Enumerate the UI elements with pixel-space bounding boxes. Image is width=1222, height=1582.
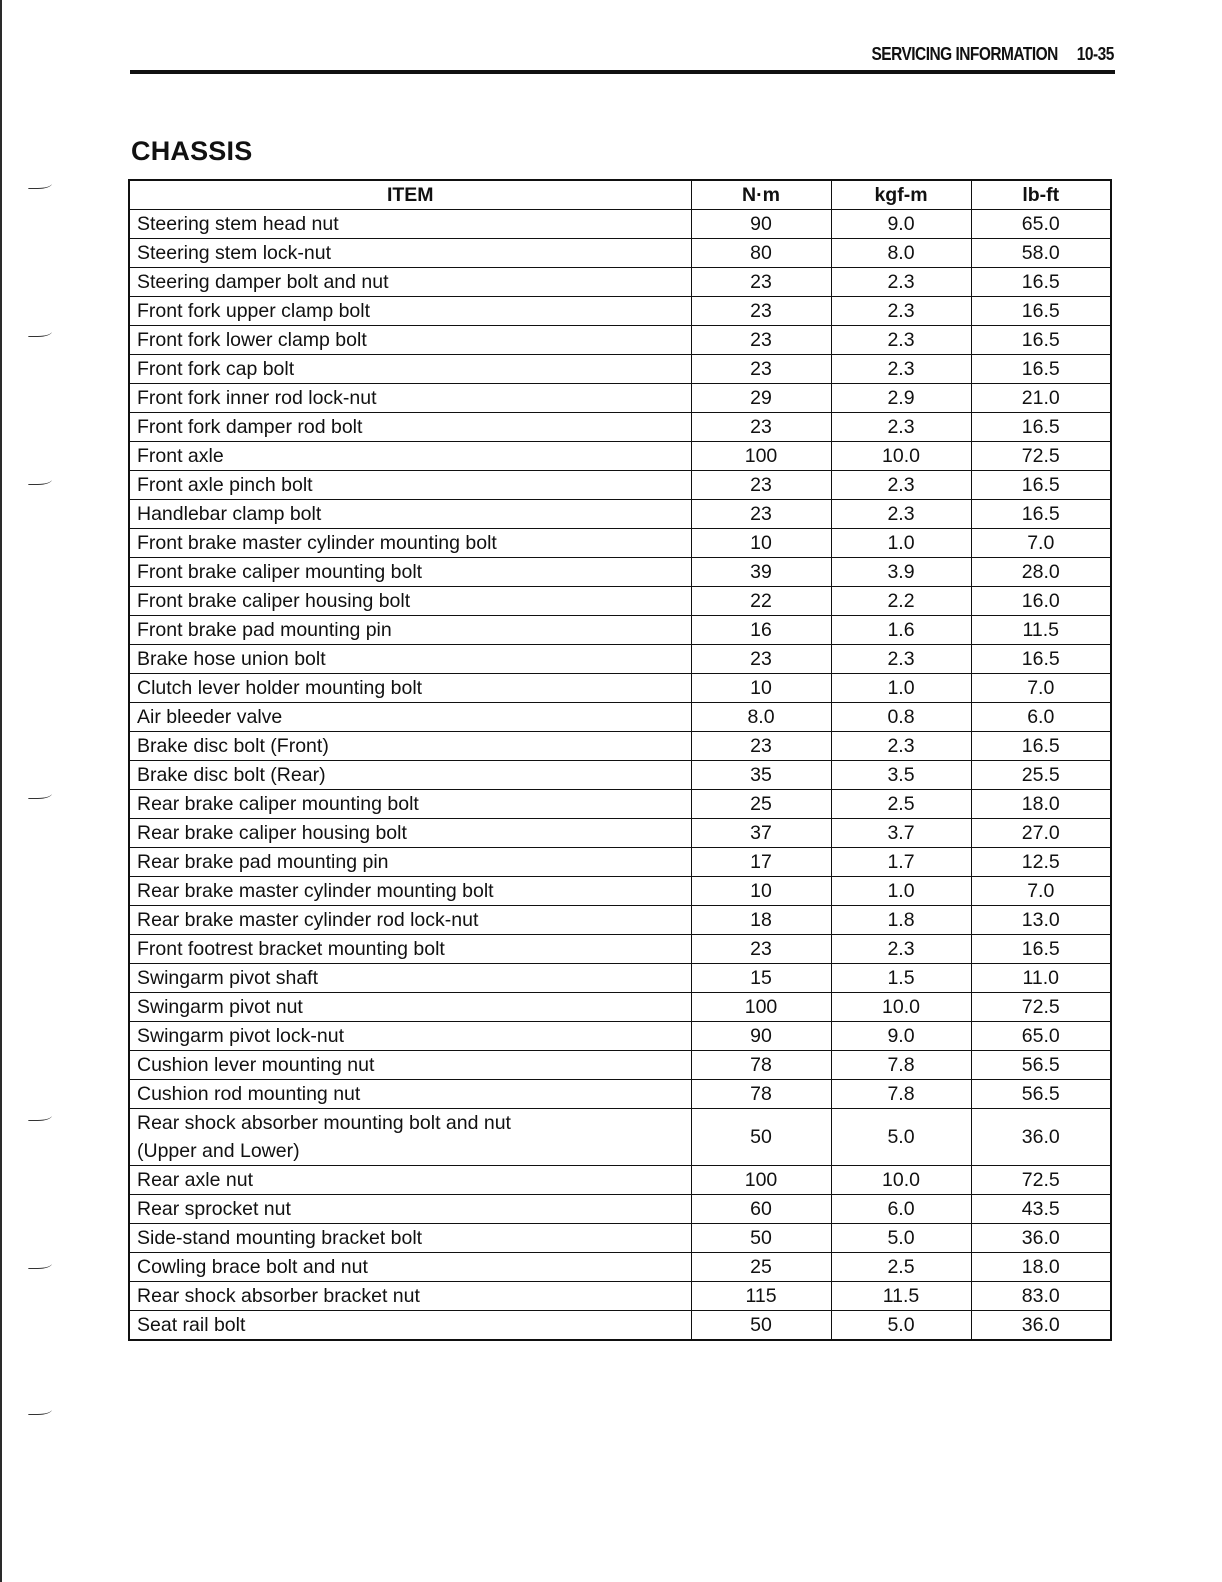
- cell-item-text: Cushion lever mounting nut: [137, 1054, 375, 1076]
- cell-item-text: Front brake caliper housing bolt: [137, 590, 411, 612]
- table-row: [129, 442, 1111, 471]
- table-row: [129, 1166, 1111, 1195]
- table-row: [129, 1253, 1111, 1282]
- cell-kgfm: 8.0: [831, 239, 971, 268]
- cell-kgfm: 2.3: [831, 326, 971, 355]
- cell-item: [129, 529, 691, 558]
- cell-lbft: 11.0: [971, 964, 1111, 993]
- cell-item: [129, 964, 691, 993]
- cell-kgfm: 1.0: [831, 877, 971, 906]
- cell-lbft: 27.0: [971, 819, 1111, 848]
- cell-kgfm: 0.8: [831, 703, 971, 732]
- cell-item-text-line2: (Upper and Lower): [137, 1140, 300, 1162]
- cell-lbft: 16.5: [971, 413, 1111, 442]
- cell-nm: 50: [691, 1311, 831, 1341]
- table-row: [129, 848, 1111, 877]
- cell-lbft: 25.5: [971, 761, 1111, 790]
- cell-item-text: Brake hose union bolt: [137, 648, 326, 670]
- cell-item: [129, 442, 691, 471]
- cell-lbft: 16.5: [971, 732, 1111, 761]
- cell-lbft: 83.0: [971, 1282, 1111, 1311]
- cell-item: [129, 935, 691, 964]
- cell-item: [129, 703, 691, 732]
- cell-item: [129, 268, 691, 297]
- cell-item: [129, 819, 691, 848]
- cell-item-text: Steering stem head nut: [137, 213, 339, 235]
- cell-item: [129, 239, 691, 268]
- cell-lbft: 16.5: [971, 471, 1111, 500]
- cell-lbft: 7.0: [971, 877, 1111, 906]
- cell-kgfm: 2.3: [831, 413, 971, 442]
- table-row: [129, 413, 1111, 442]
- cell-lbft: 16.5: [971, 355, 1111, 384]
- binder-mark: [28, 1406, 52, 1415]
- cell-item: [129, 1109, 691, 1166]
- cell-kgfm: 2.3: [831, 297, 971, 326]
- cell-nm: 90: [691, 1022, 831, 1051]
- cell-item-text: Rear brake master cylinder mounting bolt: [137, 880, 494, 902]
- cell-lbft: 16.5: [971, 645, 1111, 674]
- cell-item: [129, 587, 691, 616]
- cell-nm: 10: [691, 877, 831, 906]
- cell-kgfm: 2.9: [831, 384, 971, 413]
- cell-lbft: 65.0: [971, 210, 1111, 239]
- cell-nm: 37: [691, 819, 831, 848]
- cell-lbft: 56.5: [971, 1051, 1111, 1080]
- cell-kgfm: 2.2: [831, 587, 971, 616]
- cell-kgfm: 2.5: [831, 1253, 971, 1282]
- cell-item: [129, 413, 691, 442]
- cell-lbft: 7.0: [971, 529, 1111, 558]
- cell-kgfm: 5.0: [831, 1224, 971, 1253]
- cell-item-text: Steering stem lock-nut: [137, 242, 332, 264]
- cell-nm: 10: [691, 674, 831, 703]
- cell-item-text: Rear brake caliper mounting bolt: [137, 793, 419, 815]
- cell-kgfm: 10.0: [831, 1166, 971, 1195]
- cell-lbft: 21.0: [971, 384, 1111, 413]
- cell-lbft: 6.0: [971, 703, 1111, 732]
- cell-nm: 35: [691, 761, 831, 790]
- cell-item-text: Front axle pinch bolt: [137, 474, 313, 496]
- cell-lbft: 58.0: [971, 239, 1111, 268]
- cell-item-text: Swingarm pivot nut: [137, 996, 303, 1018]
- cell-item: [129, 326, 691, 355]
- cell-kgfm: 1.7: [831, 848, 971, 877]
- cell-kgfm: 2.3: [831, 471, 971, 500]
- cell-nm: 115: [691, 1282, 831, 1311]
- binder-mark: [28, 790, 52, 799]
- cell-item: [129, 877, 691, 906]
- cell-item-text: Side-stand mounting bracket bolt: [137, 1227, 423, 1249]
- cell-item: [129, 906, 691, 935]
- cell-kgfm: 2.3: [831, 268, 971, 297]
- cell-nm: 80: [691, 239, 831, 268]
- cell-item-text: Front brake caliper mounting bolt: [137, 561, 423, 583]
- table-row: [129, 297, 1111, 326]
- cell-item: [129, 1195, 691, 1224]
- cell-nm: 23: [691, 326, 831, 355]
- cell-item-text: Handlebar clamp bolt: [137, 503, 322, 525]
- binder-mark: [28, 1260, 52, 1269]
- header-rule: [130, 70, 1115, 74]
- cell-lbft: 16.0: [971, 587, 1111, 616]
- cell-lbft: 18.0: [971, 790, 1111, 819]
- cell-lbft: 16.5: [971, 326, 1111, 355]
- cell-item-text: Brake disc bolt (Rear): [137, 764, 326, 786]
- table-body: [129, 210, 1111, 1341]
- cell-item-text: Front fork damper rod bolt: [137, 416, 363, 438]
- table-row: [129, 1022, 1111, 1051]
- cell-lbft: 72.5: [971, 1166, 1111, 1195]
- column-header-item: ITEM: [129, 180, 691, 210]
- cell-kgfm: 5.0: [831, 1109, 971, 1166]
- cell-nm: 23: [691, 413, 831, 442]
- page-number: 10-35: [1076, 44, 1114, 64]
- cell-nm: 15: [691, 964, 831, 993]
- cell-nm: 23: [691, 500, 831, 529]
- cell-lbft: 36.0: [971, 1109, 1111, 1166]
- cell-kgfm: 1.6: [831, 616, 971, 645]
- binder-mark: [28, 476, 52, 485]
- cell-lbft: 16.5: [971, 268, 1111, 297]
- column-header-nm: N·m: [691, 180, 831, 210]
- cell-nm: 100: [691, 1166, 831, 1195]
- cell-nm: 60: [691, 1195, 831, 1224]
- cell-item-text: Front footrest bracket mounting bolt: [137, 938, 445, 960]
- cell-item: [129, 1022, 691, 1051]
- cell-nm: 10: [691, 529, 831, 558]
- table-row: [129, 500, 1111, 529]
- table-row: [129, 239, 1111, 268]
- cell-nm: 50: [691, 1109, 831, 1166]
- cell-item: [129, 1224, 691, 1253]
- cell-lbft: 11.5: [971, 616, 1111, 645]
- table-row: [129, 964, 1111, 993]
- table-header-row: [129, 180, 1111, 210]
- page-header: [130, 44, 1114, 66]
- cell-lbft: 18.0: [971, 1253, 1111, 1282]
- cell-item: [129, 1253, 691, 1282]
- cell-lbft: 56.5: [971, 1080, 1111, 1109]
- cell-item-text: Front fork upper clamp bolt: [137, 300, 371, 322]
- table-row: [129, 906, 1111, 935]
- cell-lbft: 16.5: [971, 935, 1111, 964]
- torque-spec-table: [128, 179, 1112, 1341]
- cell-item: [129, 848, 691, 877]
- table-row: [129, 935, 1111, 964]
- cell-item: [129, 210, 691, 239]
- cell-item: [129, 355, 691, 384]
- binder-mark: [28, 1112, 52, 1121]
- cell-kgfm: 9.0: [831, 210, 971, 239]
- cell-nm: 29: [691, 384, 831, 413]
- table-row: [129, 1282, 1111, 1311]
- cell-item-text: Cowling brace bolt and nut: [137, 1256, 368, 1278]
- cell-item-text: Air bleeder valve: [137, 706, 283, 728]
- cell-item-text: Clutch lever holder mounting bolt: [137, 677, 423, 699]
- cell-lbft: 36.0: [971, 1311, 1111, 1341]
- cell-item: [129, 1080, 691, 1109]
- cell-kgfm: 2.3: [831, 500, 971, 529]
- table-row: [129, 384, 1111, 413]
- cell-kgfm: 2.3: [831, 935, 971, 964]
- cell-nm: 17: [691, 848, 831, 877]
- cell-kgfm: 7.8: [831, 1080, 971, 1109]
- cell-nm: 100: [691, 442, 831, 471]
- cell-item: [129, 471, 691, 500]
- cell-item-text: Brake disc bolt (Front): [137, 735, 329, 757]
- cell-kgfm: 2.3: [831, 355, 971, 384]
- cell-item: [129, 993, 691, 1022]
- cell-nm: 23: [691, 297, 831, 326]
- cell-item-text: Front axle: [137, 445, 224, 467]
- cell-item-text: Rear brake master cylinder rod lock-nut: [137, 909, 479, 931]
- cell-nm: 78: [691, 1051, 831, 1080]
- cell-kgfm: 9.0: [831, 1022, 971, 1051]
- binder-mark: [28, 328, 52, 337]
- table-row: [129, 268, 1111, 297]
- cell-item: [129, 1282, 691, 1311]
- table-row: [129, 1051, 1111, 1080]
- cell-lbft: 13.0: [971, 906, 1111, 935]
- cell-nm: 23: [691, 355, 831, 384]
- cell-kgfm: 3.9: [831, 558, 971, 587]
- cell-lbft: 16.5: [971, 297, 1111, 326]
- cell-nm: 23: [691, 732, 831, 761]
- cell-nm: 50: [691, 1224, 831, 1253]
- cell-lbft: 12.5: [971, 848, 1111, 877]
- table-row: [129, 674, 1111, 703]
- cell-item-text: Front brake master cylinder mounting bolt: [137, 532, 497, 554]
- cell-item: [129, 761, 691, 790]
- table-row: [129, 877, 1111, 906]
- cell-item-text: Front brake pad mounting pin: [137, 619, 392, 641]
- cell-kgfm: 1.0: [831, 529, 971, 558]
- table-row: [129, 587, 1111, 616]
- cell-item: [129, 732, 691, 761]
- table-row: [129, 645, 1111, 674]
- cell-lbft: 72.5: [971, 442, 1111, 471]
- cell-nm: 8.0: [691, 703, 831, 732]
- table-row: [129, 210, 1111, 239]
- cell-lbft: 36.0: [971, 1224, 1111, 1253]
- cell-nm: 16: [691, 616, 831, 645]
- header-title: SERVICING INFORMATION: [871, 44, 1059, 64]
- cell-item-text: Front fork lower clamp bolt: [137, 329, 367, 351]
- cell-lbft: 16.5: [971, 500, 1111, 529]
- cell-item-text: Seat rail bolt: [137, 1314, 246, 1336]
- table-row: [129, 1195, 1111, 1224]
- cell-item: [129, 645, 691, 674]
- cell-item-text: Cushion rod mounting nut: [137, 1083, 361, 1105]
- cell-item-text: Swingarm pivot shaft: [137, 967, 318, 989]
- table-row: [129, 616, 1111, 645]
- cell-nm: 25: [691, 790, 831, 819]
- table-row: [129, 1080, 1111, 1109]
- cell-nm: 23: [691, 935, 831, 964]
- cell-kgfm: 10.0: [831, 993, 971, 1022]
- cell-kgfm: 10.0: [831, 442, 971, 471]
- cell-nm: 100: [691, 993, 831, 1022]
- table-row: [129, 355, 1111, 384]
- cell-item: [129, 1051, 691, 1080]
- cell-kgfm: 1.0: [831, 674, 971, 703]
- cell-nm: 78: [691, 1080, 831, 1109]
- cell-item: [129, 616, 691, 645]
- cell-lbft: 65.0: [971, 1022, 1111, 1051]
- table-row: [129, 471, 1111, 500]
- cell-nm: 23: [691, 645, 831, 674]
- column-header-lbft: lb-ft: [971, 180, 1111, 210]
- cell-kgfm: 3.5: [831, 761, 971, 790]
- table-row: [129, 1311, 1111, 1341]
- cell-item: [129, 674, 691, 703]
- cell-item: [129, 558, 691, 587]
- cell-item-text: Rear brake pad mounting pin: [137, 851, 389, 873]
- cell-nm: 90: [691, 210, 831, 239]
- cell-nm: 22: [691, 587, 831, 616]
- cell-item: [129, 1166, 691, 1195]
- cell-nm: 25: [691, 1253, 831, 1282]
- cell-item-text: Rear axle nut: [137, 1169, 253, 1191]
- cell-kgfm: 7.8: [831, 1051, 971, 1080]
- table-row: [129, 819, 1111, 848]
- cell-nm: 23: [691, 471, 831, 500]
- cell-item: [129, 384, 691, 413]
- cell-kgfm: 2.5: [831, 790, 971, 819]
- cell-kgfm: 2.3: [831, 732, 971, 761]
- cell-nm: 23: [691, 268, 831, 297]
- cell-kgfm: 1.5: [831, 964, 971, 993]
- cell-item-text: Front fork cap bolt: [137, 358, 295, 380]
- cell-item-text: Rear shock absorber mounting bolt and nut: [137, 1112, 511, 1134]
- table-row: [129, 993, 1111, 1022]
- cell-item: [129, 500, 691, 529]
- cell-lbft: 28.0: [971, 558, 1111, 587]
- cell-item-text: Front fork inner rod lock-nut: [137, 387, 377, 409]
- cell-lbft: 43.5: [971, 1195, 1111, 1224]
- cell-lbft: 72.5: [971, 993, 1111, 1022]
- column-header-kgfm: kgf-m: [831, 180, 971, 210]
- table-row: [129, 1224, 1111, 1253]
- table-row: [129, 761, 1111, 790]
- cell-item-text: Swingarm pivot lock-nut: [137, 1025, 344, 1047]
- table-row: [129, 558, 1111, 587]
- cell-kgfm: 1.8: [831, 906, 971, 935]
- cell-item: [129, 1311, 691, 1341]
- cell-kgfm: 6.0: [831, 1195, 971, 1224]
- cell-kgfm: 3.7: [831, 819, 971, 848]
- cell-item: [129, 790, 691, 819]
- binder-mark: [28, 180, 52, 189]
- table-row: [129, 790, 1111, 819]
- cell-item-text: Rear sprocket nut: [137, 1198, 291, 1220]
- cell-item-text: Rear brake caliper housing bolt: [137, 822, 407, 844]
- cell-item: [129, 297, 691, 326]
- cell-kgfm: 2.3: [831, 645, 971, 674]
- section-title: CHASSIS: [131, 136, 253, 166]
- cell-nm: 18: [691, 906, 831, 935]
- cell-kgfm: 11.5: [831, 1282, 971, 1311]
- cell-item-text: Rear shock absorber bracket nut: [137, 1285, 420, 1307]
- table-row: [129, 529, 1111, 558]
- table-row: [129, 703, 1111, 732]
- table-row: [129, 326, 1111, 355]
- cell-item-text: Steering damper bolt and nut: [137, 271, 389, 293]
- page-edge: [0, 0, 2, 1582]
- cell-nm: 39: [691, 558, 831, 587]
- header-text: [872, 44, 1114, 65]
- table-row: [129, 1109, 1111, 1166]
- cell-lbft: 7.0: [971, 674, 1111, 703]
- cell-kgfm: 5.0: [831, 1311, 971, 1341]
- table-row: [129, 732, 1111, 761]
